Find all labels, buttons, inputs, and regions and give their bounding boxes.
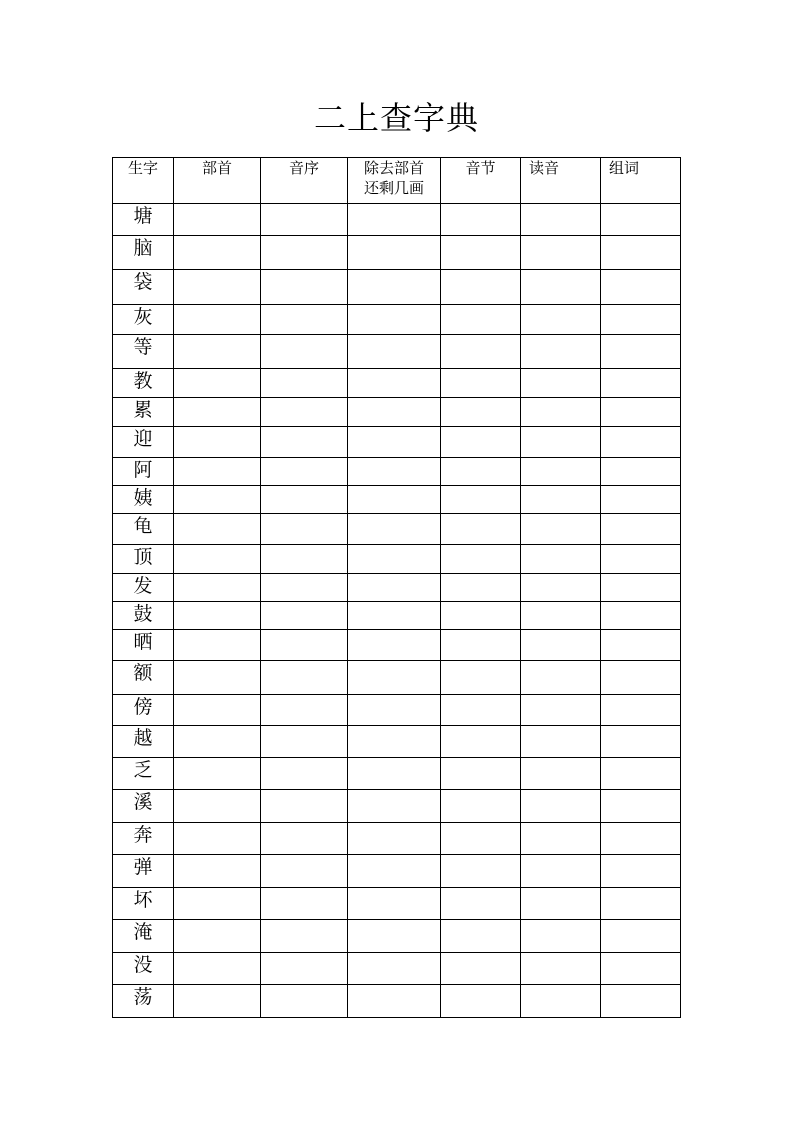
pronunciation-cell[interactable] (521, 427, 601, 458)
radical-cell[interactable] (174, 514, 261, 545)
table-row (113, 398, 681, 427)
radical-cell[interactable] (174, 920, 261, 953)
header-row (113, 158, 681, 204)
remaining-strokes-cell[interactable] (348, 758, 441, 790)
character-cell: 坏 (113, 888, 174, 920)
initial-letter-cell[interactable] (261, 888, 348, 920)
radical-cell[interactable] (174, 953, 261, 985)
pronunciation-cell[interactable] (521, 398, 601, 427)
initial-letter-cell[interactable] (261, 602, 348, 630)
pronunciation-cell[interactable] (521, 335, 601, 369)
word-building-cell[interactable] (601, 888, 681, 920)
table-row (113, 486, 681, 514)
initial-letter-cell[interactable] (261, 790, 348, 823)
radical-cell[interactable] (174, 630, 261, 661)
radical-cell[interactable] (174, 602, 261, 630)
table-row (113, 823, 681, 855)
remaining-strokes-cell[interactable] (348, 888, 441, 920)
character-cell: 没 (113, 953, 174, 985)
initial-letter-cell[interactable] (261, 236, 348, 270)
initial-letter-cell[interactable] (261, 695, 348, 726)
header-pronunciation: 读音 (521, 158, 601, 204)
remaining-strokes-cell[interactable] (348, 790, 441, 823)
initial-letter-cell[interactable] (261, 514, 348, 545)
remaining-strokes-cell[interactable] (348, 953, 441, 985)
initial-letter-cell[interactable] (261, 305, 348, 335)
radical-cell[interactable] (174, 545, 261, 574)
radical-cell[interactable] (174, 305, 261, 335)
radical-cell[interactable] (174, 236, 261, 270)
character-cell: 弹 (113, 855, 174, 888)
radical-cell[interactable] (174, 204, 261, 236)
initial-letter-cell[interactable] (261, 855, 348, 888)
character-cell: 奔 (113, 823, 174, 855)
radical-cell[interactable] (174, 486, 261, 514)
radical-cell[interactable] (174, 726, 261, 758)
radical-cell[interactable] (174, 661, 261, 695)
word-building-cell[interactable] (601, 427, 681, 458)
radical-cell[interactable] (174, 790, 261, 823)
initial-letter-cell[interactable] (261, 335, 348, 369)
word-building-cell[interactable] (601, 630, 681, 661)
word-building-cell[interactable] (601, 920, 681, 953)
syllable-cell[interactable] (441, 695, 521, 726)
dictionary-worksheet-table (112, 157, 681, 1018)
radical-cell[interactable] (174, 458, 261, 486)
word-building-cell[interactable] (601, 458, 681, 486)
character-cell: 阿 (113, 458, 174, 486)
remaining-strokes-cell[interactable] (348, 236, 441, 270)
table-row (113, 602, 681, 630)
header-remaining-strokes-line2: 还剩几画 (363, 179, 424, 197)
radical-cell[interactable] (174, 823, 261, 855)
remaining-strokes-cell[interactable] (348, 335, 441, 369)
pronunciation-cell[interactable] (521, 458, 601, 486)
character-cell: 乏 (113, 758, 174, 790)
word-building-cell[interactable] (601, 661, 681, 695)
word-building-cell[interactable] (601, 602, 681, 630)
remaining-strokes-cell[interactable] (348, 398, 441, 427)
initial-letter-cell[interactable] (261, 985, 348, 1018)
syllable-cell[interactable] (441, 514, 521, 545)
initial-letter-cell[interactable] (261, 398, 348, 427)
radical-cell[interactable] (174, 985, 261, 1018)
initial-letter-cell[interactable] (261, 758, 348, 790)
table-row (113, 458, 681, 486)
table-row (113, 726, 681, 758)
character-cell: 淹 (113, 920, 174, 953)
pronunciation-cell[interactable] (521, 726, 601, 758)
syllable-cell[interactable] (441, 602, 521, 630)
radical-cell[interactable] (174, 335, 261, 369)
remaining-strokes-cell[interactable] (348, 630, 441, 661)
syllable-cell[interactable] (441, 985, 521, 1018)
pronunciation-cell[interactable] (521, 758, 601, 790)
word-building-cell[interactable] (601, 758, 681, 790)
syllable-cell[interactable] (441, 823, 521, 855)
radical-cell[interactable] (174, 695, 261, 726)
remaining-strokes-cell[interactable] (348, 514, 441, 545)
table-row (113, 305, 681, 335)
table-row (113, 695, 681, 726)
table-row (113, 920, 681, 953)
word-building-cell[interactable] (601, 204, 681, 236)
table-body (113, 204, 681, 1018)
table-row (113, 369, 681, 398)
syllable-cell[interactable] (441, 888, 521, 920)
initial-letter-cell[interactable] (261, 920, 348, 953)
table-row (113, 661, 681, 695)
header-remaining-strokes (348, 158, 441, 204)
initial-letter-cell[interactable] (261, 953, 348, 985)
remaining-strokes-cell[interactable] (348, 204, 441, 236)
word-building-cell[interactable] (601, 855, 681, 888)
character-cell: 灰 (113, 305, 174, 335)
header-initial-letter: 音序 (261, 158, 348, 204)
syllable-cell[interactable] (441, 486, 521, 514)
pronunciation-cell[interactable] (521, 369, 601, 398)
header-radical: 部首 (174, 158, 261, 204)
syllable-cell[interactable] (441, 369, 521, 398)
initial-letter-cell[interactable] (261, 574, 348, 602)
initial-letter-cell[interactable] (261, 545, 348, 574)
remaining-strokes-cell[interactable] (348, 458, 441, 486)
table-row (113, 985, 681, 1018)
syllable-cell[interactable] (441, 661, 521, 695)
table-row (113, 236, 681, 270)
character-cell: 脑 (113, 236, 174, 270)
character-cell: 傍 (113, 695, 174, 726)
pronunciation-cell[interactable] (521, 888, 601, 920)
remaining-strokes-cell[interactable] (348, 545, 441, 574)
initial-letter-cell[interactable] (261, 270, 348, 305)
table-row (113, 514, 681, 545)
pronunciation-cell[interactable] (521, 790, 601, 823)
syllable-cell[interactable] (441, 204, 521, 236)
radical-cell[interactable] (174, 427, 261, 458)
pronunciation-cell[interactable] (521, 514, 601, 545)
remaining-strokes-cell[interactable] (348, 661, 441, 695)
remaining-strokes-cell[interactable] (348, 855, 441, 888)
table-row (113, 855, 681, 888)
initial-letter-cell[interactable] (261, 661, 348, 695)
radical-cell[interactable] (174, 758, 261, 790)
remaining-strokes-cell[interactable] (348, 985, 441, 1018)
syllable-cell[interactable] (441, 305, 521, 335)
remaining-strokes-cell[interactable] (348, 486, 441, 514)
syllable-cell[interactable] (441, 574, 521, 602)
word-building-cell[interactable] (601, 369, 681, 398)
table-row (113, 630, 681, 661)
syllable-cell[interactable] (441, 953, 521, 985)
remaining-strokes-cell[interactable] (348, 602, 441, 630)
word-building-cell[interactable] (601, 985, 681, 1018)
table-row (113, 427, 681, 458)
character-cell: 荡 (113, 985, 174, 1018)
character-cell: 龟 (113, 514, 174, 545)
pronunciation-cell[interactable] (521, 920, 601, 953)
header-remaining-strokes-line1: 除去部首 (363, 159, 424, 177)
radical-cell[interactable] (174, 369, 261, 398)
remaining-strokes-cell[interactable] (348, 427, 441, 458)
syllable-cell[interactable] (441, 545, 521, 574)
pronunciation-cell[interactable] (521, 236, 601, 270)
syllable-cell[interactable] (441, 458, 521, 486)
syllable-cell[interactable] (441, 758, 521, 790)
table-row (113, 335, 681, 369)
word-building-cell[interactable] (601, 574, 681, 602)
word-building-cell[interactable] (601, 305, 681, 335)
table-row (113, 790, 681, 823)
character-cell: 袋 (113, 270, 174, 305)
character-cell: 溪 (113, 790, 174, 823)
syllable-cell[interactable] (441, 855, 521, 888)
table-row (113, 204, 681, 236)
table-row (113, 545, 681, 574)
pronunciation-cell[interactable] (521, 823, 601, 855)
remaining-strokes-cell[interactable] (348, 305, 441, 335)
character-cell: 等 (113, 335, 174, 369)
word-building-cell[interactable] (601, 953, 681, 985)
pronunciation-cell[interactable] (521, 695, 601, 726)
remaining-strokes-cell[interactable] (348, 695, 441, 726)
remaining-strokes-cell[interactable] (348, 920, 441, 953)
header-word-building: 组词 (601, 158, 681, 204)
pronunciation-cell[interactable] (521, 855, 601, 888)
word-building-cell[interactable] (601, 270, 681, 305)
initial-letter-cell[interactable] (261, 458, 348, 486)
syllable-cell[interactable] (441, 920, 521, 953)
radical-cell[interactable] (174, 398, 261, 427)
word-building-cell[interactable] (601, 726, 681, 758)
remaining-strokes-cell[interactable] (348, 726, 441, 758)
syllable-cell[interactable] (441, 726, 521, 758)
word-building-cell[interactable] (601, 486, 681, 514)
initial-letter-cell[interactable] (261, 427, 348, 458)
character-cell: 累 (113, 398, 174, 427)
character-cell: 越 (113, 726, 174, 758)
pronunciation-cell[interactable] (521, 204, 601, 236)
table-row (113, 888, 681, 920)
initial-letter-cell[interactable] (261, 630, 348, 661)
character-cell: 额 (113, 661, 174, 695)
character-cell: 塘 (113, 204, 174, 236)
syllable-cell[interactable] (441, 236, 521, 270)
pronunciation-cell[interactable] (521, 953, 601, 985)
page-title: 二上查字典 (313, 99, 479, 137)
table-row (113, 758, 681, 790)
initial-letter-cell[interactable] (261, 369, 348, 398)
word-building-cell[interactable] (601, 398, 681, 427)
character-cell: 教 (113, 369, 174, 398)
remaining-strokes-cell[interactable] (348, 823, 441, 855)
word-building-cell[interactable] (601, 335, 681, 369)
table-row (113, 270, 681, 305)
initial-letter-cell[interactable] (261, 823, 348, 855)
radical-cell[interactable] (174, 855, 261, 888)
word-building-cell[interactable] (601, 236, 681, 270)
pronunciation-cell[interactable] (521, 545, 601, 574)
table-row (113, 574, 681, 602)
syllable-cell[interactable] (441, 790, 521, 823)
remaining-strokes-cell[interactable] (348, 574, 441, 602)
pronunciation-cell[interactable] (521, 661, 601, 695)
character-cell: 发 (113, 574, 174, 602)
pronunciation-cell[interactable] (521, 270, 601, 305)
pronunciation-cell[interactable] (521, 486, 601, 514)
character-cell: 晒 (113, 630, 174, 661)
remaining-strokes-cell[interactable] (348, 270, 441, 305)
syllable-cell[interactable] (441, 398, 521, 427)
initial-letter-cell[interactable] (261, 486, 348, 514)
radical-cell[interactable] (174, 888, 261, 920)
radical-cell[interactable] (174, 270, 261, 305)
syllable-cell[interactable] (441, 335, 521, 369)
radical-cell[interactable] (174, 574, 261, 602)
initial-letter-cell[interactable] (261, 726, 348, 758)
word-building-cell[interactable] (601, 790, 681, 823)
syllable-cell[interactable] (441, 630, 521, 661)
word-building-cell[interactable] (601, 695, 681, 726)
character-cell: 姨 (113, 486, 174, 514)
character-cell: 鼓 (113, 602, 174, 630)
word-building-cell[interactable] (601, 823, 681, 855)
syllable-cell[interactable] (441, 270, 521, 305)
syllable-cell[interactable] (441, 427, 521, 458)
pronunciation-cell[interactable] (521, 574, 601, 602)
character-cell: 迎 (113, 427, 174, 458)
pronunciation-cell[interactable] (521, 305, 601, 335)
word-building-cell[interactable] (601, 545, 681, 574)
table-row (113, 953, 681, 985)
initial-letter-cell[interactable] (261, 204, 348, 236)
remaining-strokes-cell[interactable] (348, 369, 441, 398)
word-building-cell[interactable] (601, 514, 681, 545)
pronunciation-cell[interactable] (521, 985, 601, 1018)
character-cell: 顶 (113, 545, 174, 574)
header-syllable: 音节 (441, 158, 521, 204)
pronunciation-cell[interactable] (521, 630, 601, 661)
header-new-character: 生字 (113, 158, 174, 204)
pronunciation-cell[interactable] (521, 602, 601, 630)
